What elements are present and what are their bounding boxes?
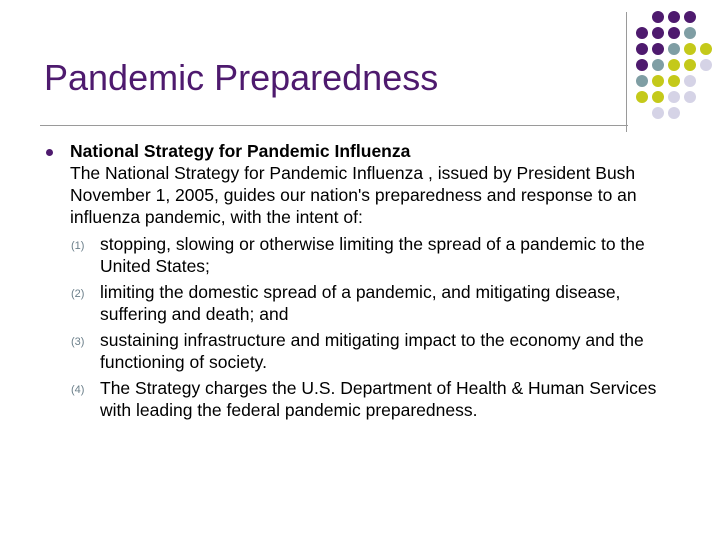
slide-content <box>44 140 680 425</box>
decorative-dot <box>636 27 648 39</box>
decorative-dot <box>652 27 664 39</box>
sub-list-item <box>44 233 680 277</box>
sub-item-number: (3) <box>71 336 85 348</box>
sub-list-item <box>44 329 680 373</box>
decorative-dot <box>652 59 664 71</box>
decorative-dot <box>668 27 680 39</box>
sub-item-text: sustaining infrastructure and mitigating impact to the economy and the functioning of society. <box>100 330 644 372</box>
bullet-body: The National Strategy for Pandemic Influenza , issued by President Bush November 1, 2005, guides our nation's preparedness and response to an influenza pandemic, with the intent of: <box>70 163 637 227</box>
main-bullet <box>44 140 680 228</box>
decorative-dot <box>668 43 680 55</box>
decorative-dot <box>700 59 712 71</box>
decorative-dot <box>684 27 696 39</box>
sub-item-text: stopping, slowing or otherwise limiting the spread of a pandemic to the United States; <box>100 234 645 276</box>
decorative-dot <box>636 91 648 103</box>
slide-title: Pandemic Preparedness <box>44 57 439 98</box>
sub-item-text: The Strategy charges the U.S. Department of Health & Human Services with leading the federal pandemic preparedness. <box>100 378 657 420</box>
decorative-dot <box>684 59 696 71</box>
decorative-dot <box>652 91 664 103</box>
horizontal-divider <box>40 125 628 126</box>
sub-item-number: (2) <box>71 288 85 300</box>
decorative-dot <box>652 43 664 55</box>
decorative-dot <box>668 91 680 103</box>
decorative-dot <box>636 43 648 55</box>
decorative-dot <box>668 75 680 87</box>
sub-list-item <box>44 377 680 421</box>
decorative-dot <box>668 11 680 23</box>
decorative-dot <box>668 59 680 71</box>
decorative-dot <box>652 107 664 119</box>
decorative-dot <box>684 43 696 55</box>
vertical-divider <box>626 12 627 132</box>
decorative-dot <box>684 75 696 87</box>
decorative-dot <box>668 107 680 119</box>
decorative-dot <box>700 43 712 55</box>
sub-item-text: limiting the domestic spread of a pandemic, and mitigating disease, suffering and death; and <box>100 282 621 324</box>
sub-list-item <box>44 281 680 325</box>
bullet-heading: National Strategy for Pandemic Influenza <box>70 141 411 161</box>
decorative-dot <box>652 75 664 87</box>
sub-item-number: (1) <box>71 240 85 252</box>
decorative-dot <box>684 11 696 23</box>
decorative-dot <box>636 59 648 71</box>
sub-list <box>44 233 680 421</box>
decorative-dot <box>636 75 648 87</box>
sub-item-number: (4) <box>71 384 85 396</box>
bullet-dot-icon <box>46 149 53 156</box>
decorative-dot <box>684 91 696 103</box>
decorative-dot <box>652 11 664 23</box>
